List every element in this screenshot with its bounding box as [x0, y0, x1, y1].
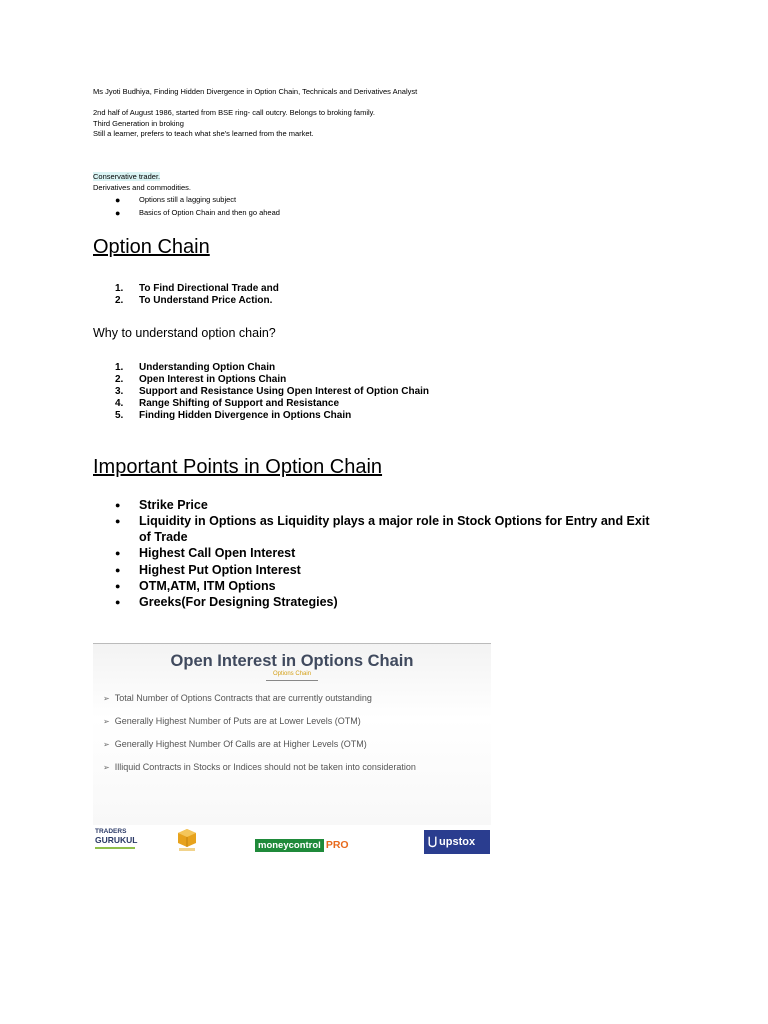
slide-image — [93, 643, 491, 856]
slide-bullet: ➢ Illiquid Contracts in Stocks or Indices should not be taken into consideration — [103, 762, 416, 772]
upstox-u-icon: ⋃ — [428, 836, 438, 848]
box-icon — [177, 828, 197, 852]
bullet-dot-icon: ● — [115, 564, 121, 575]
slide-subtitle: Options Chain — [272, 671, 312, 677]
bullet-dot-icon: ● — [115, 597, 121, 608]
list-item: 2. Open Interest in Options Chain — [115, 373, 287, 385]
why-subheading: Why to understand option chain? — [93, 326, 276, 340]
moneycontrol-pro-logo: moneycontrol PRO — [255, 835, 349, 849]
slide-logo-bar — [93, 825, 491, 856]
bullet-dot-icon: ● — [115, 195, 121, 205]
box-logo — [177, 828, 197, 852]
bullet-dot-icon: ● — [115, 499, 121, 510]
arrow-icon: ➢ — [103, 694, 110, 703]
conservative-line — [93, 172, 160, 182]
traders-gurukul-logo: TRADERS GURUKUL — [95, 828, 139, 854]
list-item: ● Basics of Option Chain and then go ahead — [115, 207, 280, 218]
bullet-dot-icon: ● — [115, 548, 121, 559]
slide-bullet: ➢ Generally Highest Number of Puts are at Lower Levels (OTM) — [103, 716, 361, 726]
important-points-list — [93, 497, 653, 611]
history-line: 2nd half of August 1986, started from BSE ring- call outcry. Belongs to broking family. — [93, 108, 375, 117]
purpose-list — [93, 283, 279, 307]
list-item: ● Liquidity in Options as Liquidity plays a major role in Stock Options for Entry and Exit of Trade — [115, 513, 650, 545]
bullet-dot-icon: ● — [115, 207, 121, 218]
generation-line: Third Generation in broking — [93, 118, 184, 128]
arrow-icon: ➢ — [103, 763, 110, 772]
list-item: 1. Understanding Option Chain — [115, 361, 276, 373]
conservative-highlight: Conservative trader. — [93, 172, 161, 181]
list-item: ● Greeks(For Designing Strategies) — [115, 595, 338, 610]
list-item: 2. To Understand Price Action. — [115, 295, 273, 306]
intro-bullet-list — [93, 194, 280, 219]
arrow-icon: ➢ — [103, 740, 110, 749]
slide-title: Open Interest in Options Chain — [170, 652, 414, 670]
list-item: 5. Finding Hidden Divergence in Options Chain — [115, 409, 352, 421]
derivatives-line: Derivatives and commodities. — [93, 182, 191, 192]
slide-bullet: ➢ Generally Highest Number Of Calls are at Higher Levels (OTM) — [103, 739, 367, 749]
list-item: 3. Support and Resistance Using Open Interest of Option Chain — [115, 385, 430, 397]
upstox-logo: ⋃ upstox — [424, 830, 490, 854]
bullet-dot-icon: ● — [115, 580, 121, 591]
list-item: ● Options still a lagging subject — [115, 195, 237, 205]
arrow-icon: ➢ — [103, 717, 110, 726]
learner-line: Still a learner, prefers to teach what she's learned from the market. — [93, 129, 314, 138]
topics-list — [93, 362, 429, 422]
bullet-dot-icon: ● — [115, 515, 121, 526]
list-item: ● OTM,ATM, ITM Options — [115, 578, 276, 593]
important-points-heading: Important Points in Option Chain — [93, 456, 383, 478]
list-item: ● Strike Price — [115, 497, 208, 512]
slide-divider — [266, 680, 318, 681]
list-item: 4. Range Shifting of Support and Resistance — [115, 397, 340, 409]
list-item: ● Highest Put Option Interest — [115, 562, 301, 577]
option-chain-heading: Option Chain — [93, 236, 210, 258]
list-item: 1. To Find Directional Trade and — [115, 283, 279, 294]
slide-bullet: ➢ Total Number of Options Contracts that are currently outstanding — [103, 693, 372, 703]
list-item: ● Highest Call Open Interest — [115, 546, 296, 561]
author-line: Ms Jyoti Budhiya, Finding Hidden Divergence in Option Chain, Technicals and Derivatives Analyst — [93, 87, 418, 96]
